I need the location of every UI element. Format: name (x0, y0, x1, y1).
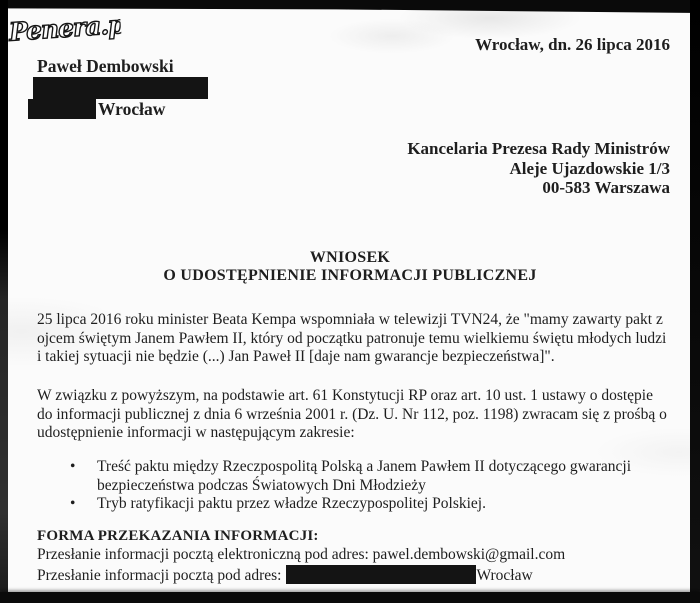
bullet-text-2: Tryb ratyfikacji paktu przez władze Rzeczypospolitej Polskiej. (97, 495, 486, 513)
recipient-line-2: Aleje Ujazdowskie 1/3 (509, 158, 670, 178)
sender-name: Paweł Dembowski (37, 56, 174, 76)
sender-city: Wrocław (98, 99, 166, 119)
penera-watermark-logo (4, 3, 123, 58)
delivery-email-line: Przesłanie informacji pocztą elektroniczną pod adres: pawel.dembowski@gmail.com (37, 546, 566, 563)
list-item (70, 458, 666, 495)
recipient-line-3: 00-583 Warszawa (542, 178, 670, 197)
bullet-text-1: Treść paktu między Rzeczpospolitą Polską a Janem Pawłem II dotyczącego gwarancji bezpieczeństwa podczas Światowych Dni Młodzieży (97, 458, 632, 494)
date-line: Wrocław, dn. 26 lipca 2016 (475, 35, 670, 54)
redaction-bar-address (286, 565, 476, 584)
document-title-line-1: WNIOSEK (309, 249, 391, 266)
delivery-post-line (37, 565, 677, 586)
watermark-text: Penera.pl (7, 9, 123, 47)
delivery-section (37, 527, 677, 585)
delivery-post-prefix: Przesłanie informacji pocztą pod adres: (37, 566, 282, 584)
watermark-logo-icon (4, 3, 123, 53)
body-paragraph-2: W związku z powyższym, na podstawie art. 61 Konstytucji RP oraz art. 10 ust. 1 ustawy o dostępie do informacji publicznej z dnia 6 września 2001 r. (Dz. U. Nr 112, poz. 1198) zwracam się z prośbą o udostępnienie informacji w następującym zakresie: (37, 387, 667, 442)
scan-edge-right (690, 0, 700, 603)
scan-edge-bottom (0, 592, 700, 603)
redaction-bar-postcode (28, 99, 96, 119)
bullet-icon: • (70, 495, 76, 513)
bullet-icon: • (70, 458, 76, 475)
delivery-post-city: Wrocław (476, 566, 533, 584)
body-paragraph-1: 25 lipca 2016 roku minister Beata Kempa wspomniała w telewizji TVN24, że "mamy zawarty pakt z ojcem świętym Janem Pawłem II, który od początku patronuje temu wielkiemu świętu młodych ludzi i takiej sytuacji nie będzie (...) Jan Paweł II [daje nam gwarancje bezpieczeństwa]". (37, 311, 667, 366)
document-title-line-2: O UDOSTĘPNIENIE INFORMACJI PUBLICZNEJ (163, 267, 537, 284)
recipient-block (407, 139, 670, 198)
delivery-heading: FORMA PRZEKAZANIA INFORMACJI: (37, 528, 319, 544)
recipient-line-1: Kancelaria Prezesa Rady Ministrów (407, 139, 670, 158)
list-item (70, 495, 666, 514)
document-title (0, 249, 700, 285)
sender-block (37, 56, 208, 119)
redaction-bar-street (33, 77, 208, 99)
sender-city-row (37, 99, 208, 119)
request-bullet-list (70, 458, 666, 514)
scan-edge-left (0, 0, 8, 603)
